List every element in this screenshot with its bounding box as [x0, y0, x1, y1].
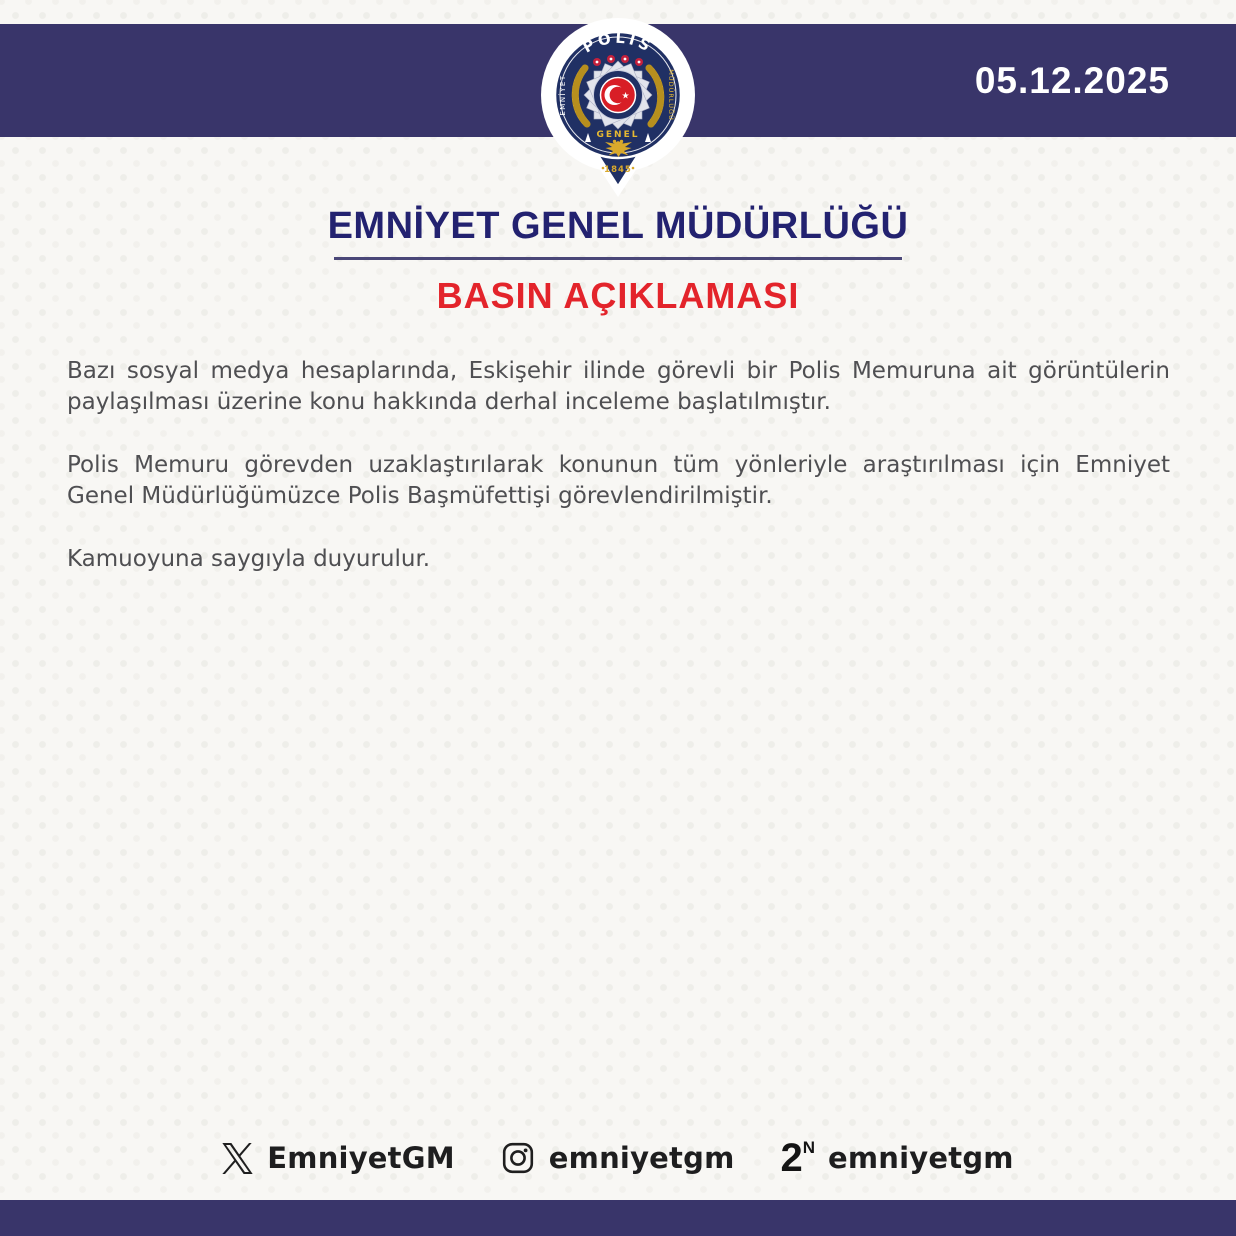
svg-text:★: ★ — [621, 91, 630, 102]
police-badge-icon — [533, 0, 703, 200]
page-title: EMNİYET GENEL MÜDÜRLÜĞÜ — [327, 205, 909, 247]
social-nsosyal[interactable] — [780, 1138, 1013, 1178]
emblem-emniyet-text: EMNİYET — [559, 74, 567, 116]
paragraph-1: Bazı sosyal medya hesaplarında, Eskişehir ilinde görevli bir Polis Memuruna ait görüntülerin paylaşılması üzerine konu hakkında derhal inceleme başlatılmıştır. — [67, 358, 1170, 415]
paragraph-3: Kamuoyuna saygıyla duyurulur. — [67, 546, 431, 572]
social-footer — [0, 1132, 1236, 1184]
paragraph-2: Polis Memuru görevden uzaklaştırılarak konunun tüm yönleriyle araştırılması için Emniyet Genel Müdürlüğümüzce Polis Başmüfettişi görevlendirilmiştir. — [67, 452, 1170, 509]
social-instagram[interactable] — [501, 1141, 735, 1175]
emblem-genel-text: GENEL — [596, 130, 640, 140]
social-x[interactable] — [222, 1141, 455, 1175]
title-block — [0, 206, 1236, 317]
nsosyal-handle: emniyetgm — [828, 1141, 1014, 1175]
title-underline — [334, 257, 902, 260]
emblem-mudurlugu-text: MÜDÜRLÜĞÜ — [667, 69, 675, 121]
nsosyal-icon: 2 N — [780, 1136, 815, 1180]
emblem-year: 1845 — [604, 165, 632, 175]
instagram-icon — [501, 1141, 535, 1175]
emblem-polis-text: POLİS — [579, 28, 657, 57]
instagram-handle: emniyetgm — [548, 1141, 735, 1175]
x-icon — [222, 1143, 253, 1174]
page-subtitle: BASIN AÇIKLAMASI — [436, 274, 800, 316]
date-label: 05.12.2025 — [974, 59, 1170, 101]
x-handle: EmniyetGM — [267, 1141, 455, 1175]
police-emblem — [533, 0, 703, 200]
footer-band — [0, 1200, 1236, 1236]
crescent-star — [601, 78, 636, 113]
press-release-body — [67, 356, 1170, 607]
